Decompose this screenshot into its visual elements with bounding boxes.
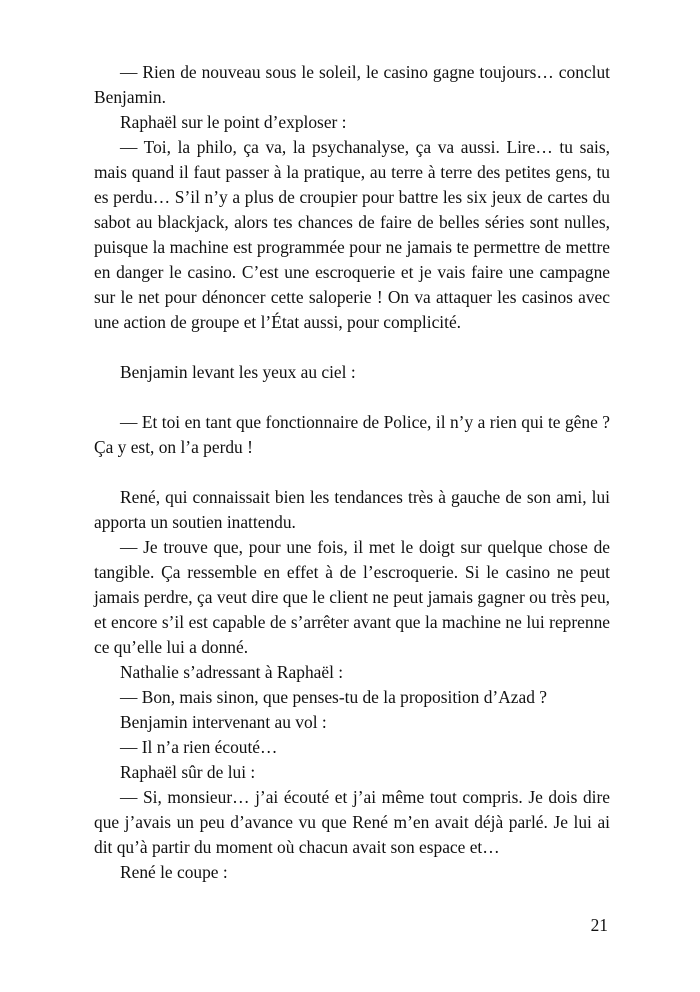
blank-line (94, 385, 610, 410)
paragraph: — Toi, la philo, ça va, la psychanalyse, ça va aussi. Lire… tu sais, mais quand il faut passer à la pratique, au terre à terre des petites gens, tu es perdu… S’il n’y a plus de croupier pour battre les six jeux de cartes du sabot au blackjack, alors tes chances de faire de belles séries sont nulles, puisque la machine est programmée pour ne jamais te permettre de mettre en danger le casino. C’est une escroquerie et je vais faire une campagne sur le net pour dénoncer cette saloperie ! On va attaquer les casinos avec une action de groupe et l’État aussi, pour complicité. (94, 137, 610, 332)
paragraph: Raphaël sur le point d’exploser : (120, 112, 347, 132)
paragraph: — Je trouve que, pour une fois, il met le doigt sur quelque chose de tangible. Ça ressemble en effet à de l’escroquerie. Si le casino ne peut jamais perdre, ça veut dire que le client ne peut jamais gagner ou très peu, et encore s’il est capable de s’arrêter avant que la machine ne lui reprenne ce qu’elle lui a donné. (94, 537, 610, 657)
paragraph: — Bon, mais sinon, que penses-tu de la proposition d’Azad ? (120, 687, 547, 707)
page-body (94, 60, 610, 885)
paragraph: Raphaël sûr de lui : (120, 762, 256, 782)
paragraph: Benjamin levant les yeux au ciel : (120, 362, 356, 382)
paragraph: René le coupe : (120, 862, 228, 882)
paragraph: René, qui connaissait bien les tendances très à gauche de son ami, lui apporta un soutien inattendu. (94, 487, 610, 532)
paragraph: — Si, monsieur… j’ai écouté et j’ai même tout compris. Je dois dire que j’avais un peu d’avance vu que René m’en avait déjà parlé. Je lui ai dit qu’à partir du moment où chacun avait son espace et… (94, 787, 610, 857)
blank-line (94, 335, 610, 360)
paragraph: Nathalie s’adressant à Raphaël : (120, 662, 344, 682)
page-number: 21 (590, 915, 608, 935)
paragraph: — Et toi en tant que fonctionnaire de Police, il n’y a rien qui te gêne ? Ça y est, on l’a perdu ! (94, 412, 610, 457)
paragraph: — Rien de nouveau sous le soleil, le casino gagne toujours… conclut Benjamin. (94, 62, 610, 107)
paragraph: — Il n’a rien écouté… (120, 737, 278, 757)
blank-line (94, 460, 610, 485)
paragraph: Benjamin intervenant au vol : (120, 712, 327, 732)
